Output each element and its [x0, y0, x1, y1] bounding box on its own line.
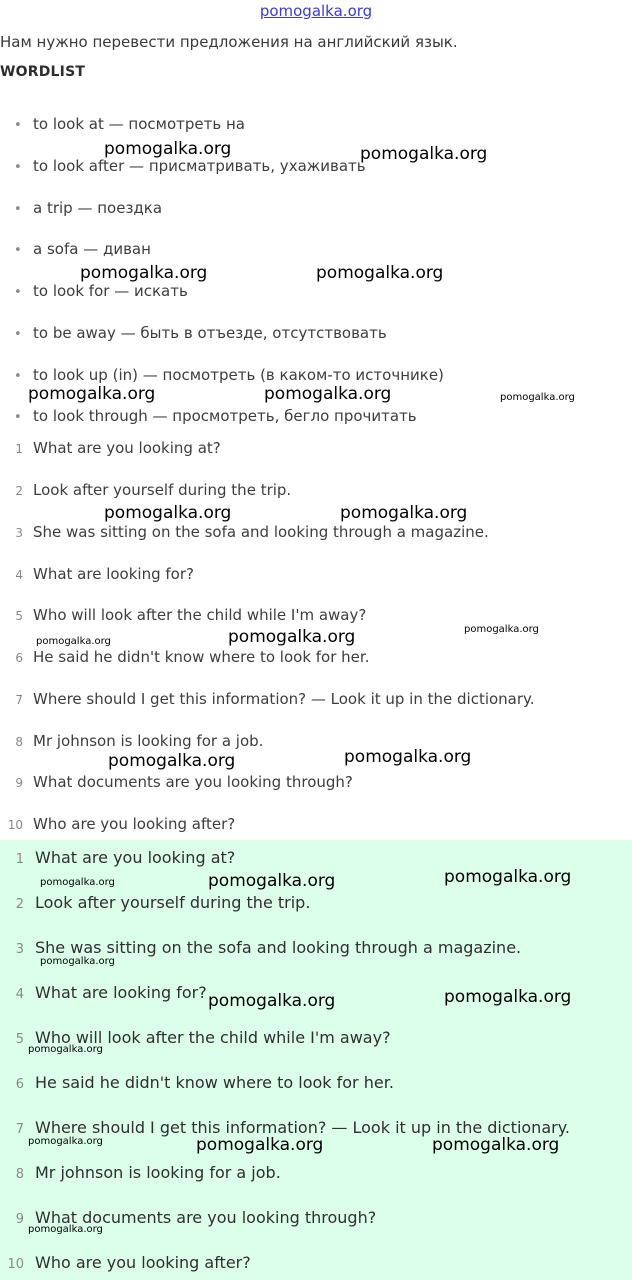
sentence-number: 6	[15, 651, 23, 665]
bullet-icon: •	[14, 243, 22, 258]
bullet-icon: •	[14, 202, 22, 217]
wordlist-item	[14, 407, 417, 425]
wordlist-item-text: a sofa — диван	[33, 240, 151, 258]
answer-sentence	[0, 1208, 376, 1227]
wordlist-item	[14, 157, 366, 175]
answer-sentence	[0, 983, 207, 1002]
answer-text: Mr johnson is looking for a job.	[35, 1163, 281, 1182]
watermark: pomogalka.org	[28, 1224, 103, 1235]
site-link[interactable]: pomogalka.org	[259, 2, 373, 20]
sentence-number: 8	[15, 735, 23, 749]
exercise-sentence	[0, 481, 291, 499]
watermark: pomogalka.org	[432, 1135, 560, 1155]
watermark: pomogalka.org	[340, 503, 468, 523]
watermark: pomogalka.org	[28, 384, 156, 404]
sentence-number: 7	[15, 693, 23, 707]
bullet-icon: •	[14, 160, 22, 175]
answer-number: 6	[15, 1077, 24, 1092]
answer-text: Look after yourself during the trip.	[35, 893, 311, 912]
answer-sentence	[0, 1118, 570, 1137]
sentence-text: What are you looking at?	[33, 439, 221, 457]
watermark: pomogalka.org	[104, 503, 232, 523]
answer-text: Where should I get this information? — Look it up in the dictionary.	[35, 1118, 570, 1137]
sentence-number: 1	[15, 442, 23, 456]
watermark: pomogalka.org	[208, 871, 336, 891]
exercise-sentence	[0, 606, 366, 624]
watermark: pomogalka.org	[104, 139, 232, 159]
bullet-icon: •	[14, 118, 22, 133]
answer-text: What are looking for?	[35, 983, 207, 1002]
exercise-sentence	[0, 732, 263, 750]
instruction-text: Нам нужно перевести предложения на английский язык.	[0, 33, 458, 51]
answer-number: 8	[15, 1167, 24, 1182]
wordlist-item-text: to be away — быть в отъезде, отсутствовать	[33, 324, 387, 342]
wordlist-item	[14, 240, 151, 258]
answer-text: Who are you looking after?	[35, 1253, 251, 1272]
answer-number: 7	[15, 1122, 24, 1137]
bullet-icon: •	[14, 369, 22, 384]
sentence-text: Who will look after the child while I'm away?	[33, 606, 367, 624]
answer-sentence	[0, 1028, 391, 1047]
watermark: pomogalka.org	[316, 263, 444, 283]
sentence-text: Look after yourself during the trip.	[33, 481, 292, 499]
answer-sentence	[0, 938, 521, 957]
answer-sentence	[0, 848, 235, 867]
answer-text: She was sitting on the sofa and looking through a magazine.	[35, 938, 522, 957]
sentence-text: He said he didn't know where to look for her.	[33, 648, 370, 666]
wordlist-item	[14, 115, 245, 133]
answer-number: 2	[15, 897, 24, 912]
wordlist-item-text: to look for — искать	[33, 282, 188, 300]
watermark: pomogalka.org	[444, 987, 572, 1007]
exercise-sentence	[0, 815, 235, 833]
answer-panel	[0, 840, 632, 1280]
wordlist-item-text: to look after — присматривать, ухаживать	[33, 157, 366, 175]
exercise-sentence	[0, 439, 221, 457]
sentence-text: Where should I get this information? — Look it up in the dictionary.	[33, 690, 535, 708]
sentence-number: 10	[7, 818, 23, 832]
watermark: pomogalka.org	[36, 636, 111, 647]
watermark: pomogalka.org	[80, 263, 208, 283]
answer-sentence	[0, 1253, 251, 1272]
watermark: pomogalka.org	[360, 144, 488, 164]
answer-sentence	[0, 893, 310, 912]
answer-number: 3	[15, 942, 24, 957]
sentence-text: She was sitting on the sofa and looking through a magazine.	[33, 523, 489, 541]
sentence-text: Who are you looking after?	[33, 815, 236, 833]
answer-number: 10	[7, 1257, 24, 1272]
watermark: pomogalka.org	[40, 877, 115, 888]
watermark: pomogalka.org	[28, 1044, 103, 1055]
exercise-sentence	[0, 648, 369, 666]
wordlist-item-text: a trip — поездка	[33, 199, 163, 217]
watermark: pomogalka.org	[28, 1136, 103, 1147]
watermark: pomogalka.org	[500, 392, 575, 403]
sentence-number: 4	[15, 568, 23, 582]
watermark: pomogalka.org	[40, 956, 115, 967]
answer-text: Who will look after the child while I'm away?	[35, 1028, 391, 1047]
answer-text: What are you looking at?	[35, 848, 236, 867]
wordlist-item-text: to look up (in) — посмотреть (в каком-то источнике)	[33, 366, 444, 384]
sentence-number: 5	[15, 609, 23, 623]
sentence-number: 9	[15, 776, 23, 790]
sentence-number: 3	[15, 526, 23, 540]
answer-text: What documents are you looking through?	[35, 1208, 377, 1227]
watermark: pomogalka.org	[264, 384, 392, 404]
watermark: pomogalka.org	[228, 627, 356, 647]
watermark: pomogalka.org	[344, 747, 472, 767]
exercise-sentence	[0, 773, 353, 791]
exercise-sentence	[0, 690, 535, 708]
watermark: pomogalka.org	[444, 867, 572, 887]
sentence-text: What documents are you looking through?	[33, 773, 353, 791]
watermark: pomogalka.org	[108, 751, 236, 771]
watermark: pomogalka.org	[464, 624, 539, 635]
bullet-icon: •	[14, 410, 22, 425]
watermark: pomogalka.org	[196, 1135, 324, 1155]
wordlist-item-text: to look at — посмотреть на	[33, 115, 245, 133]
wordlist-heading: WORDLIST	[0, 64, 86, 80]
watermark: pomogalka.org	[208, 991, 336, 1011]
answer-sentence	[0, 1073, 394, 1092]
answer-sentence	[0, 1163, 281, 1182]
sentence-text: Mr johnson is looking for a job.	[33, 732, 264, 750]
wordlist-item	[14, 199, 162, 217]
wordlist-item	[14, 366, 444, 384]
sentence-number: 2	[15, 484, 23, 498]
exercise-sentence	[0, 523, 489, 541]
bullet-icon: •	[14, 327, 22, 342]
bullet-icon: •	[14, 285, 22, 300]
wordlist-item	[14, 324, 387, 342]
wordlist-item	[14, 282, 188, 300]
answer-number: 1	[15, 852, 24, 867]
sentence-text: What are looking for?	[33, 565, 194, 583]
answer-number: 4	[15, 987, 24, 1002]
answer-number: 9	[15, 1212, 24, 1227]
answer-text: He said he didn't know where to look for her.	[35, 1073, 394, 1092]
exercise-sentence	[0, 565, 194, 583]
wordlist-item-text: to look through — просмотреть, бегло прочитать	[33, 407, 417, 425]
answer-number: 5	[15, 1032, 24, 1047]
